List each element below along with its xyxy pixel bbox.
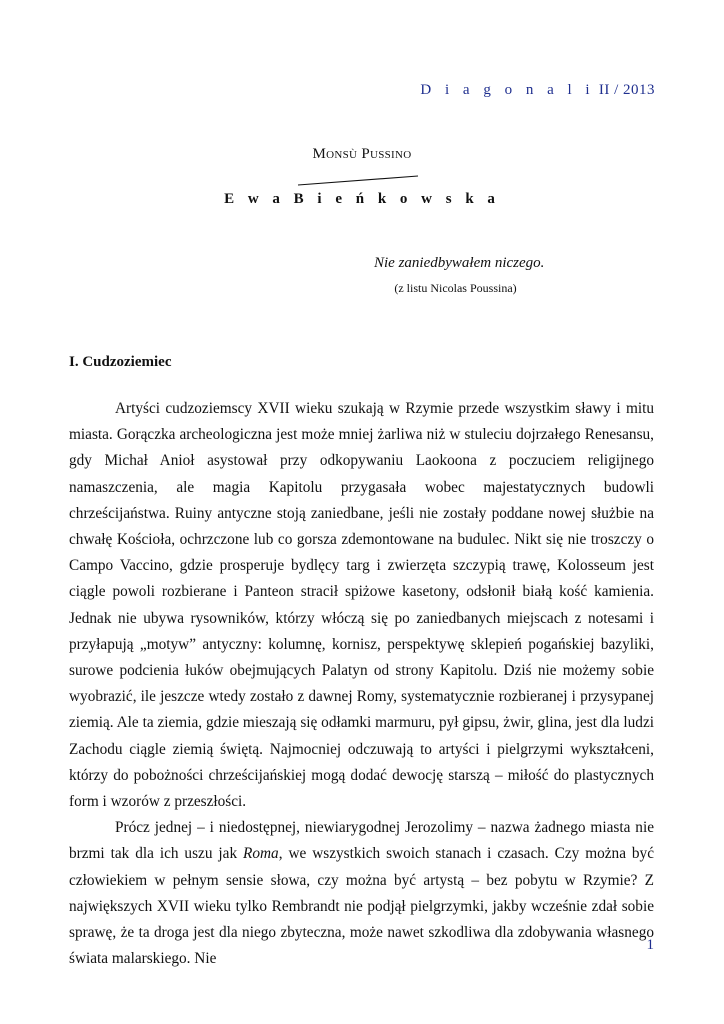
article-author: E w a B i e ń k o w s k a	[224, 191, 500, 207]
epigraph-quote: Nie zaniedbywałem niczego.	[374, 255, 545, 271]
paragraph-2-end: , we wszystkich swoich stanach i czasach. Czy można być człowiekiem w pełnym sensie słowa, czy można być artystą – bez pobytu w Rzymie? Z największych XVII wieku tylko Rembrandt nie podjął pielgrzymki, jakby wcześnie zdał sobie sprawę, że ta droga jest dla niego zbyteczna, może nawet szkodliwa dla zdobywania własnego świata malarskiego. Nie	[69, 845, 654, 968]
epigraph-source: (z listu Nicolas Poussina)	[394, 281, 517, 295]
article-title: Monsù Pussino	[312, 146, 412, 162]
journal-header	[420, 82, 655, 99]
paragraph-2-start: Prócz jednej – i niedostępnej, niewiarygodnej Jerozolimy – nazwa żadnego miasta nie brzmi tak dla ich uszu jak	[69, 819, 654, 863]
article-body	[69, 396, 654, 972]
roma-emphasis: Roma	[243, 845, 279, 863]
paragraph-2	[69, 815, 654, 972]
section-heading: I. Cudzoziemiec	[69, 354, 172, 370]
title-underline	[297, 172, 419, 188]
page-number: 1	[646, 937, 654, 953]
paragraph-1: Artyści cudzoziemscy XVII wieku szukają w Rzymie przede wszystkim sławy i mitu miasta. Gorączka archeologiczna jest może mniej żarliwa niż w stuleciu dojrzałego Renesansu, gdy Michał Anioł asystował przy odkopywaniu Laokoona z poczuciem religijnego namaszczenia, ale magia Kapitolu przygasała wobec majestatycznych budowli chrześcijaństwa. Ruiny antyczne stoją zaniedbane, jeśli nie zostały poddane nowej służbie na chwałę Kościoła, ochrzczone lub co gorsza zdemontowane na budulec. Nikt się nie troszczy o Campo Vaccino, gdzie prosperuje bydlęcy targ i zwierzęta szczypią trawę, Kolosseum jest ciągle powoli rozbierane i Panteon stracił spiżowe kasetony, odsłonił białą kość kamienia. Jednak nie ubywa rysowników, którzy włóczą się po zaniedbanych miejscach z notesami i przyłapują „motyw” antyczny: kolumnę, kornisz, perspektywę sklepień pogańskiej bazyliki, surowe podcienia łuków obejmujących Palatyn od strony Kapitolu. Dziś nie możemy sobie wyobrazić, ile jeszcze wtedy zostało z dawnej Romy, systematycznie rozbieranej i przysypanej ziemią. Ale ta ziemia, gdzie mieszają się odłamki marmuru, pył gipsu, żwir, glina, jest dla ludzi Zachodu ciągle ziemią świętą. Najmocniej odczuwają to artyści i pielgrzymi wykształceni, którzy do pobożności chrześcijańskiej mogą dodać dewocję starszą – miłość do plastycznych form i wzorów z przeszłości.	[69, 400, 654, 811]
journal-name: D i a g o n a l i	[420, 82, 595, 98]
journal-issue: II / 2013	[594, 82, 655, 98]
